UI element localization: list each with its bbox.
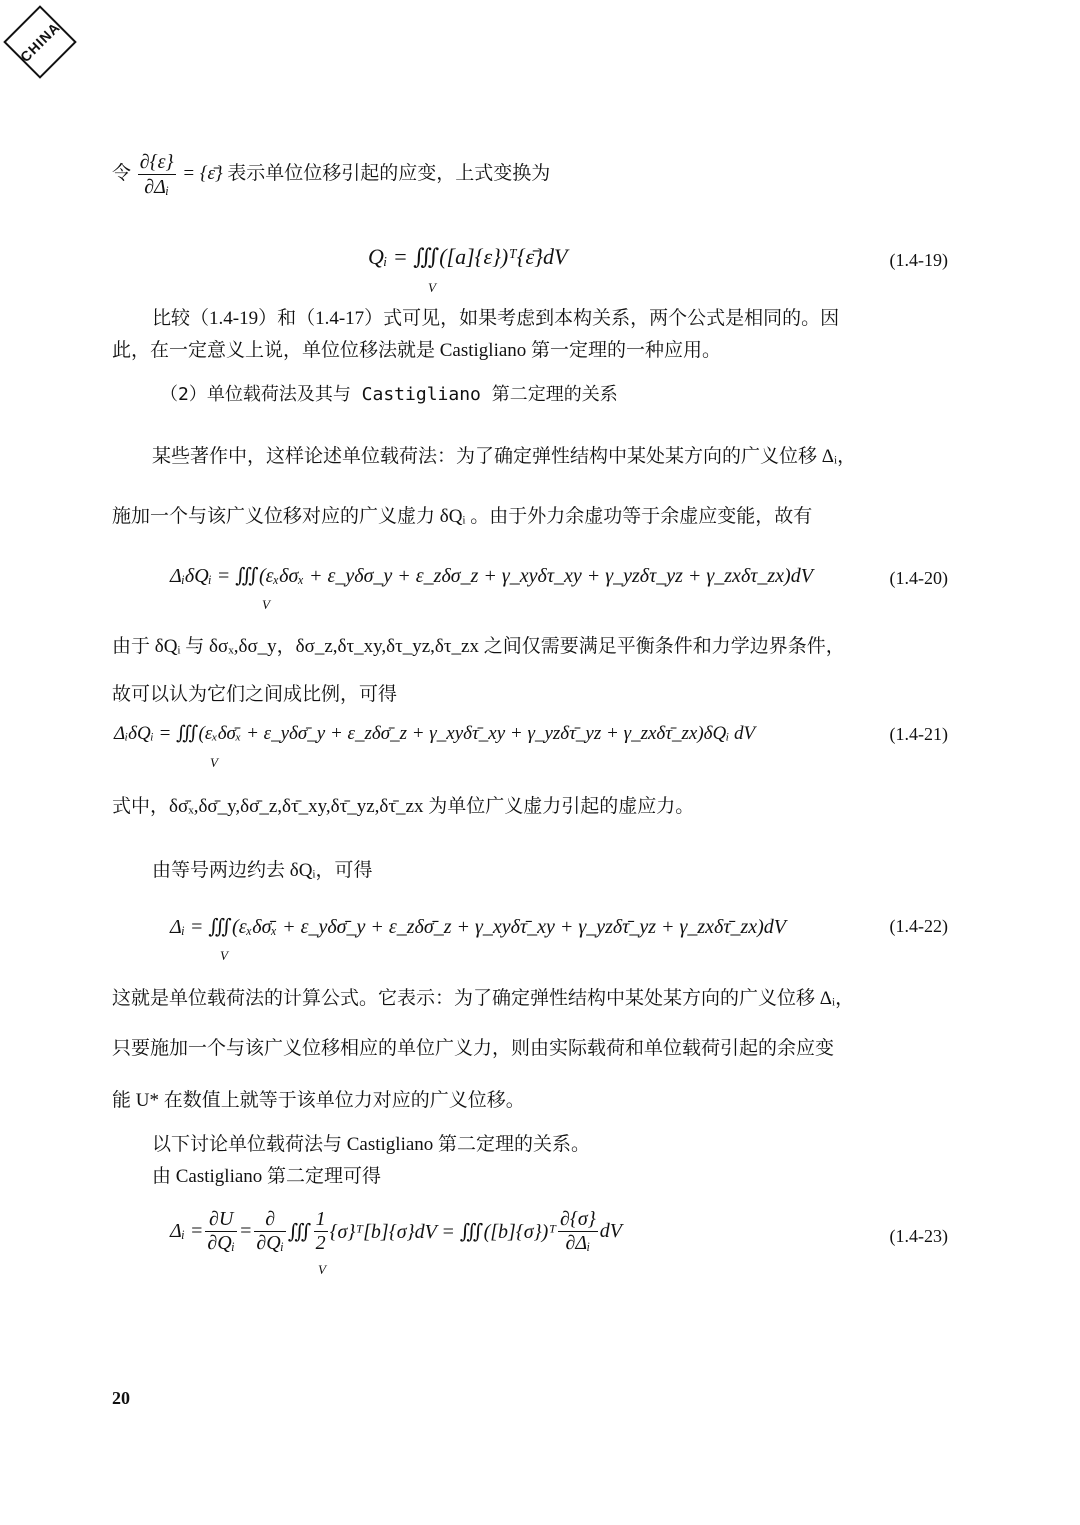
paragraph-relation-line-1: 以下讨论单位载荷法与 Castigliano 第二定理的关系。 (152, 1134, 591, 1155)
equation-tail: dV (599, 1220, 623, 1242)
fraction-partial-u (205, 1208, 237, 1255)
fraction-numerator: 1 (315, 1208, 326, 1230)
china-stamp (3, 5, 77, 79)
paragraph-compare-line-1: 比较（1.4-19）和（1.4-17）式可见，如果考虑到本构关系，两个公式是相同的。因 (152, 308, 840, 329)
paragraph-equilibrium-line-2: 故可以认为它们之间成比例，可得 (112, 684, 398, 705)
equation-1-4-20 (170, 563, 813, 588)
strain-derivative-fraction (138, 150, 176, 199)
fraction-denominator: ∂Qᵢ (207, 1232, 235, 1254)
equation-number: (1.4-22) (889, 916, 948, 936)
fraction-denominator: 2 (315, 1232, 326, 1254)
integral-domain: V (220, 948, 228, 963)
paragraph-formula-meaning-line-1: 这就是单位载荷法的计算公式。它表示：为了确定弹性结构中某处某方向的广义位移 Δᵢ， (112, 988, 855, 1009)
page-number: 20 (112, 1388, 130, 1408)
paragraph-compare-line-2: 此，在一定意义上说，单位位移法就是 Castigliano 第一定理的一种应用。 (112, 340, 722, 361)
paragraph-virtual-stress: 式中，δσ̄ₓ,δσ̄_y,δσ̄_z,δτ̄_xy,δτ̄_yz,δτ̄_zx 为单位广义虚力引起的虚应力。 (112, 796, 695, 817)
paragraph-unit-load-line-2: 施加一个与该广义位移对应的广义虚力 δQᵢ 。由于外力余虚功等于余虚应变能，故有 (112, 506, 813, 527)
fraction-partial-sigma (558, 1208, 598, 1255)
fraction-numerator: ∂{σ} (560, 1208, 596, 1230)
equation-1-4-23 (170, 1208, 622, 1255)
intro-text: 表示单位位移引起的应变，上式变换为 (227, 162, 551, 184)
equation-number: (1.4-23) (889, 1226, 948, 1246)
equation-body: ΔᵢδQᵢ = ∭(εₓδσ̄ₓ + ε_yδσ̄_y + ε_zδσ̄_z + γ_xyδτ̄_xy + γ_yzδτ̄_yz + γ_zxδτ̄_zx)δQᵢ dV (114, 723, 756, 744)
integral-domain: V (318, 1262, 326, 1277)
fraction-denominator: ∂Qᵢ (256, 1232, 284, 1254)
equation-body: Qᵢ = ∭([a]{ε})ᵀ{ε̄}dV (368, 244, 568, 269)
paragraph-relation-line-2: 由 Castigliano 第二定理可得 (152, 1166, 382, 1187)
integral-domain: V (428, 280, 436, 295)
paragraph-equilibrium-line-1: 由于 δQᵢ 与 δσₓ,δσ_y，δσ_z,δτ_xy,δτ_yz,δτ_zx 之间仅需要满足平衡条件和力学边界条件， (112, 636, 845, 657)
integral-domain: V (262, 597, 270, 612)
fraction-denominator: ∂Δᵢ (144, 176, 170, 198)
integral-domain: V (210, 755, 218, 770)
fraction-numerator: ∂{ε} (139, 151, 174, 173)
triple-integral: ∭ (287, 1221, 312, 1243)
fraction-one-half (314, 1208, 328, 1255)
paragraph-cancel: 由等号两边约去 δQᵢ，可得 (152, 860, 373, 881)
equation-number: (1.4-21) (889, 724, 948, 744)
equation-body: ΔᵢδQᵢ = ∭(εₓδσₓ + ε_yδσ_y + ε_zδσ_z + γ_xyδτ_xy + γ_yzδτ_yz + γ_zxδτ_zx)dV (170, 565, 813, 587)
equation-1-4-21 (114, 722, 755, 745)
fraction-partial-operator (254, 1208, 286, 1255)
equation-number: (1.4-20) (889, 568, 948, 588)
equation-body: Δᵢ = ∭(εₓδσ̄ₓ + ε_yδσ̄_y + ε_zδσ̄_z + γ_xyδτ̄_xy + γ_yzδτ̄_yz + γ_zxδτ̄_zx)dV (170, 916, 787, 938)
intro-eq-rhs: = {ε̄} (182, 162, 223, 184)
fraction-numerator: ∂U (205, 1208, 237, 1232)
equation-lhs: Δᵢ = (170, 1220, 204, 1242)
intro-prefix: 令 (112, 162, 132, 184)
fraction-numerator: ∂ (254, 1208, 286, 1232)
fraction-denominator: ∂Δᵢ (565, 1232, 591, 1254)
paragraph-unit-load-line-1: 某些著作中，这样论述单位载荷法：为了确定弹性结构中某处某方向的广义位移 Δᵢ， (152, 446, 857, 467)
paragraph-formula-meaning-line-3: 能 U* 在数值上就等于该单位力对应的广义位移。 (112, 1090, 525, 1111)
paragraph-formula-meaning-line-2: 只要施加一个与该广义位移相应的单位广义力，则由实际载荷和单位载荷引起的余应变 (112, 1038, 835, 1059)
equation-1-4-19 (368, 244, 567, 270)
equation-middle: {σ}ᵀ[b]{σ}dV = ∭([b]{σ})ᵀ (329, 1221, 557, 1243)
equals-sign: = (238, 1220, 253, 1242)
equation-number: (1.4-19) (889, 250, 948, 270)
stamp-text: CHINA (16, 18, 64, 66)
section-heading: （2）单位载荷法及其与 Castigliano 第二定理的关系 (160, 384, 618, 405)
equation-1-4-22 (170, 914, 786, 939)
intro-line (112, 150, 550, 199)
